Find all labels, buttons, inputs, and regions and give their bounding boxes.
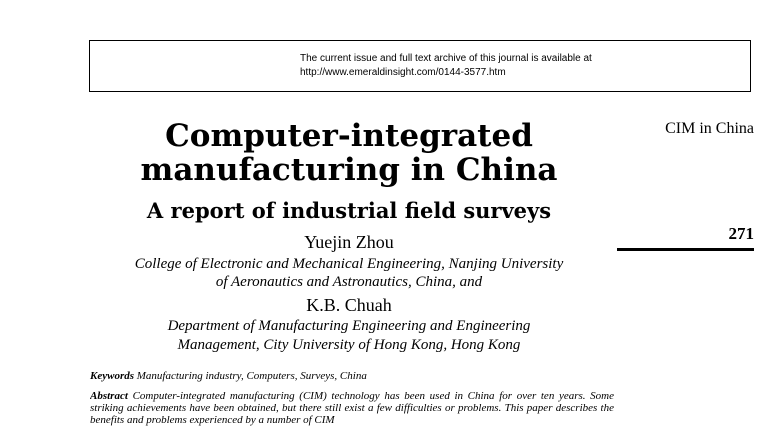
page-number: 271 [728, 224, 754, 243]
keywords-label: Keywords [90, 370, 134, 382]
author-affiliation-2a: Department of Manufacturing Engineering and Engineering [167, 318, 531, 334]
author-name-2: K.B. Chuah [306, 295, 392, 315]
running-title: CIM in China [665, 120, 754, 137]
abstract-text: Computer-integrated manufacturing (CIM) technology has been used in China for over ten years. Some striking achievements have been obtained, but there still exist a few difficulties or problems. This paper describes the benefits and problems experienced by a number of CIM [90, 390, 614, 426]
article-title-line-2: manufacturing in China [140, 152, 558, 188]
page-number-rule [617, 248, 754, 251]
keywords [90, 370, 610, 382]
author-affiliation-2b: Management, City University of Hong Kong, Hong Kong [177, 337, 521, 353]
author-affiliation-1a: College of Electronic and Mechanical Engineering, Nanjing University [134, 256, 564, 272]
article-subtitle: A report of industrial field surveys [146, 198, 552, 223]
keywords-text: Manufacturing industry, Computers, Surveys, China [136, 370, 367, 382]
article-title-line-1: Computer-integrated [165, 118, 533, 154]
author-affiliation-1b: of Aeronautics and Astronautics, China, and [215, 274, 483, 290]
abstract [90, 390, 614, 441]
author-name-1: Yuejin Zhou [304, 232, 394, 252]
abstract-label: Abstract [90, 390, 128, 402]
journal-notice-box [89, 40, 751, 92]
notice-url[interactable]: http://www.emeraldinsight.com/0144-3577.htm [300, 67, 506, 78]
notice-text: The current issue and full text archive of this journal is available at [300, 53, 592, 64]
